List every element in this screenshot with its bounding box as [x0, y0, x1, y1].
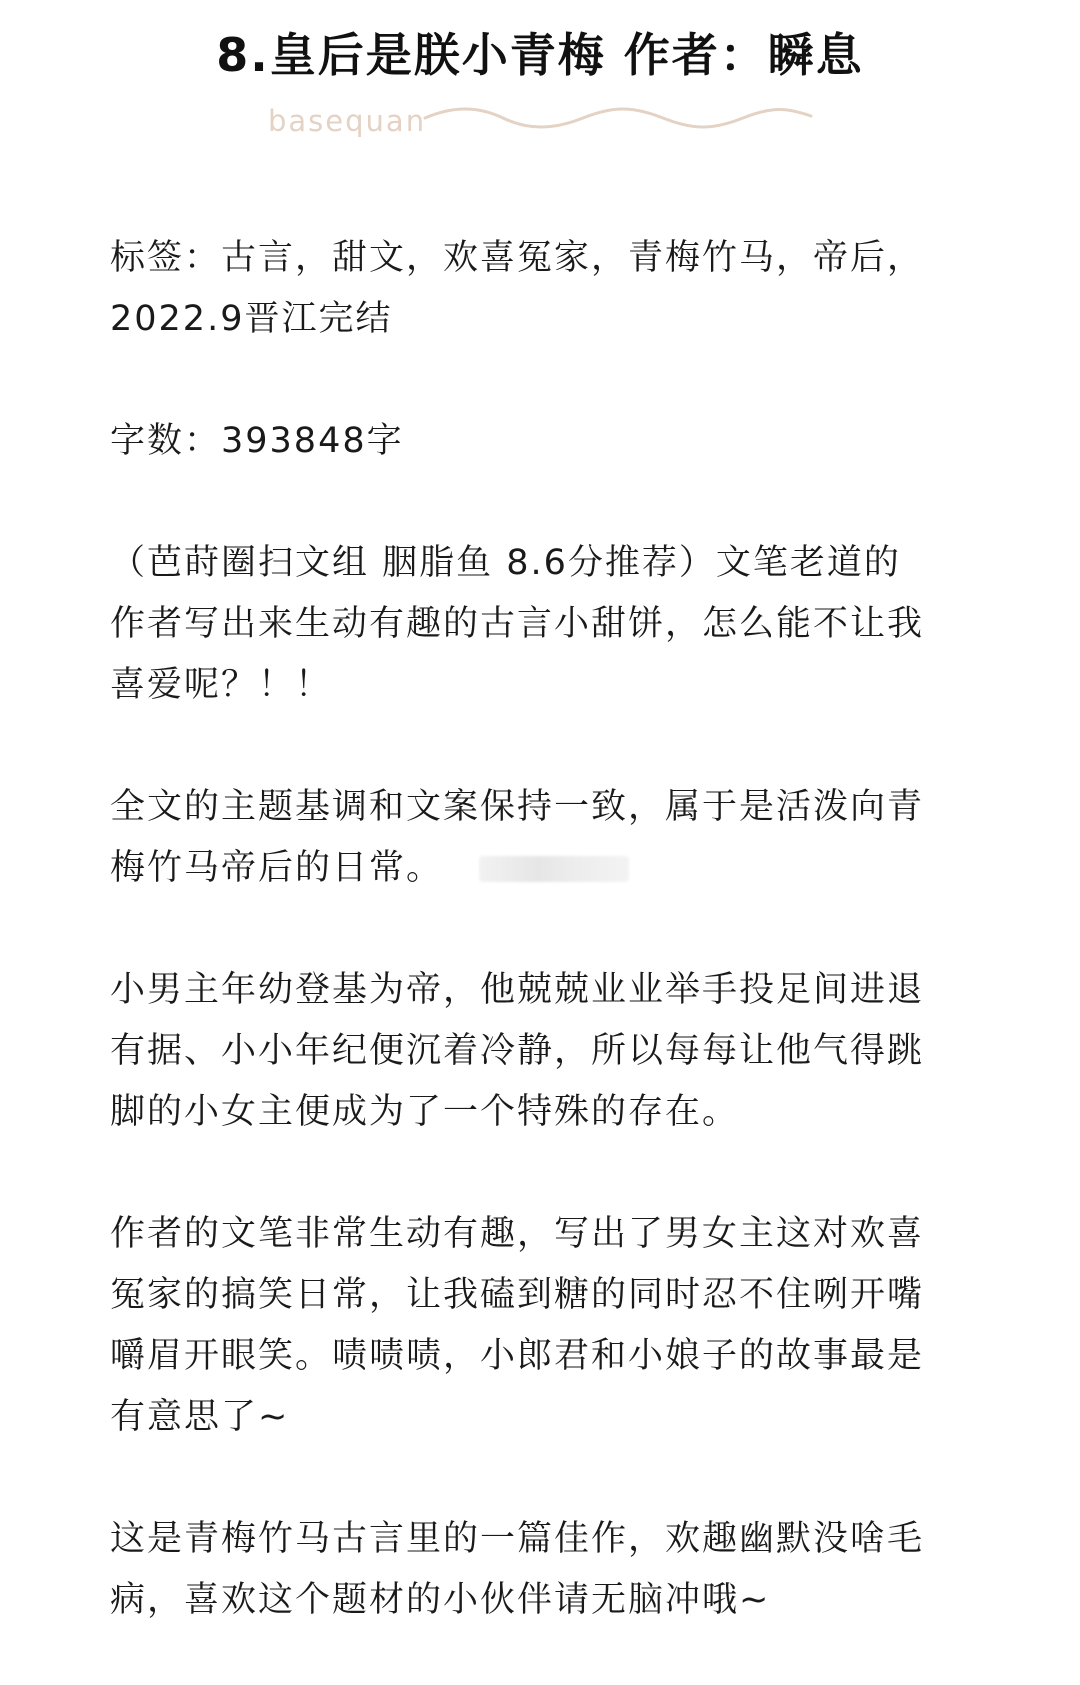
watermark-text: basequan [268, 104, 427, 138]
article-body [110, 228, 980, 1631]
tags-paragraph: 标签：古言，甜文，欢喜冤家，青梅竹马，帝后， 2022.9晋江完结 [110, 238, 925, 339]
style-paragraph: 作者的文笔非常生动有趣，写出了男女主这对欢喜 冤家的搞笑日常，让我磕到糖的同时忍不住咧开嘴 嚼眉开眼笑。啧啧啧，小郎君和小娘子的故事最是 有意思了~ [110, 1214, 925, 1437]
recommendation-paragraph: （芭莳圈扫文组 胭脂鱼 8.6分推荐）文笔老道的 作者写出来生动有趣的古言小甜饼，怎么能不让我 喜爱呢？！！ [110, 543, 925, 705]
theme-paragraph-text: 全文的主题基调和文案保持一致，属于是活泼向青 梅竹马帝后的日常。 [110, 787, 925, 888]
wave-divider-icon [423, 102, 813, 142]
plot-paragraph: 小男主年幼登基为帝，他兢兢业业举手投足间进退 有据、小小年纪便沉着冷静，所以每每让他气得跳 脚的小女主便成为了一个特殊的存在。 [110, 970, 925, 1132]
title-decoration [268, 100, 828, 150]
conclusion-paragraph: 这是青梅竹马古言里的一篇佳作，欢趣幽默没啥毛 病，喜欢这个题材的小伙伴请无脑冲哦~ [110, 1519, 925, 1620]
theme-paragraph [110, 777, 980, 899]
blurred-watermark [479, 856, 629, 882]
article-title: 8.皇后是朕小青梅 作者：瞬息 [216, 28, 864, 82]
word-count-paragraph: 字数：393848字 [110, 421, 404, 461]
